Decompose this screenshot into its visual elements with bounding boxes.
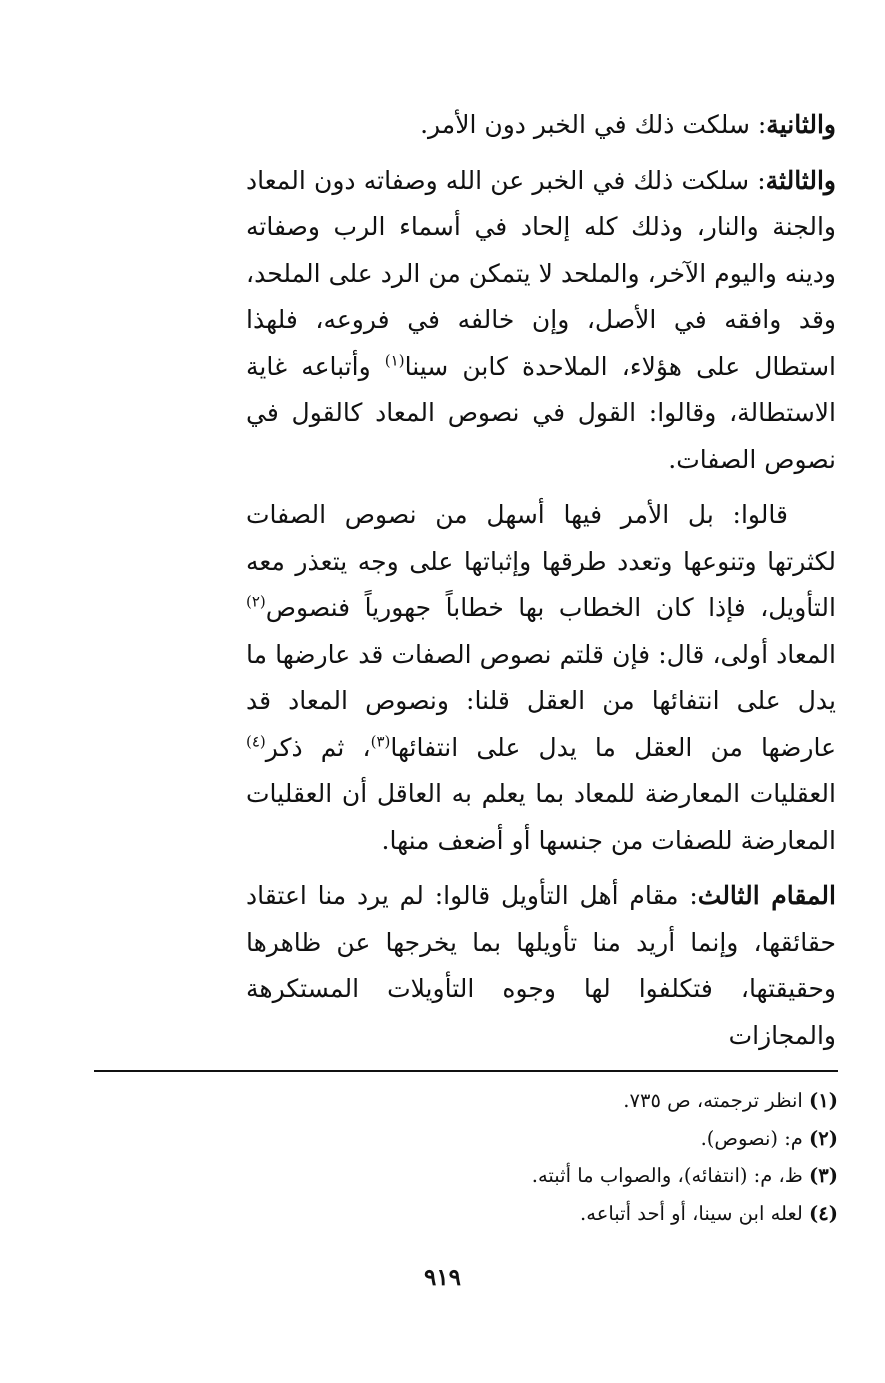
footnote-text: انظر ترجمته، ص ٧٣٥. bbox=[623, 1089, 803, 1112]
paragraph-text: العقليات المعارضة للمعاد بما يعلم به العاقل أن العقليات المعارضة للصفات من جنسها أو أضعف منها. bbox=[246, 779, 836, 855]
main-text bbox=[246, 102, 836, 1059]
footnote-text: م: (نصوص). bbox=[700, 1126, 803, 1150]
footnotes bbox=[94, 1082, 838, 1232]
page-number: ٩١٩ bbox=[423, 1264, 462, 1291]
paragraph-second bbox=[246, 102, 836, 149]
paragraph-text: ، ثم ذكر bbox=[265, 732, 371, 762]
footnote-number: (٤) bbox=[809, 1201, 838, 1225]
footnote-text: ظ، م: (انتفائه)، والصواب ما أثبته. bbox=[531, 1164, 803, 1187]
paragraph-text: : مقام أهل التأويل قالوا: لم يرد منا اعتقاد حقائقها، وإنما أريد منا تأويلها بما يخرجها عن ظاهرها وحقيقتها، فتكلفوا لها وجوه التأويلات المستكرهة والمجازات bbox=[246, 881, 836, 1050]
footnote-number: (١) bbox=[809, 1089, 838, 1112]
paragraph-lead: المقام الثالث bbox=[697, 881, 836, 910]
footnote-4 bbox=[94, 1195, 838, 1233]
footnote-number: (٢) bbox=[809, 1126, 838, 1150]
paragraph-third-station bbox=[246, 873, 836, 1059]
footnote-ref-4[interactable]: (٤) bbox=[246, 732, 266, 751]
paragraph-they-said bbox=[246, 492, 836, 864]
footnote-separator bbox=[94, 1070, 838, 1072]
paragraph-text: قالوا: بل الأمر فيها أسهل من نصوص الصفات لكثرتها وتنوعها وتعدد طرقها وإثباتها على وجه يتعذر معه التأويل، فإذا كان الخطاب بها خطاباً جهورياً فنصوص bbox=[246, 500, 836, 622]
paragraph-text: المعاد أولى، قال: فإن قلتم نصوص الصفات قد عارضها ما يدل على انتفائها من العقل قلنا: ونصوص المعاد قد عارضها من العقل ما يدل على انتفائها bbox=[246, 639, 837, 762]
paragraph-text: : سلكت ذلك في الخبر عن الله وصفاته دون المعاد والجنة والنار، وذلك كله إلحاد في أسماء الرب وصفاته ودينه واليوم الآخر، والملحد لا يتمكن من الرد على الملحد، وقد وافقه في الأصل، وإن خالفه في فروعه، فلهذا استطال على هؤلاء، الملاحدة كابن سينا bbox=[246, 165, 836, 381]
footnote-1 bbox=[94, 1082, 838, 1120]
footnote-text: لعله ابن سينا، أو أحد أتباعه. bbox=[580, 1201, 803, 1225]
paragraph-text: : سلكت ذلك في الخبر دون الأمر. bbox=[420, 110, 767, 139]
footnote-ref-1[interactable]: (١) bbox=[384, 351, 405, 370]
paragraph-lead: والثانية bbox=[766, 110, 836, 139]
footnote-3 bbox=[94, 1157, 838, 1195]
paragraph-third bbox=[246, 158, 836, 484]
paragraph-text: وأتباعه غاية الاستطالة، وقالوا: القول في نصوص المعاد كالقول في نصوص الصفات. bbox=[246, 351, 836, 474]
paragraph-lead: والثالثة bbox=[765, 165, 836, 195]
footnote-number: (٣) bbox=[809, 1164, 838, 1187]
footnote-ref-2[interactable]: (٢) bbox=[246, 592, 266, 611]
footnote-2 bbox=[94, 1120, 838, 1158]
footnote-ref-3[interactable]: (٣) bbox=[370, 732, 391, 751]
